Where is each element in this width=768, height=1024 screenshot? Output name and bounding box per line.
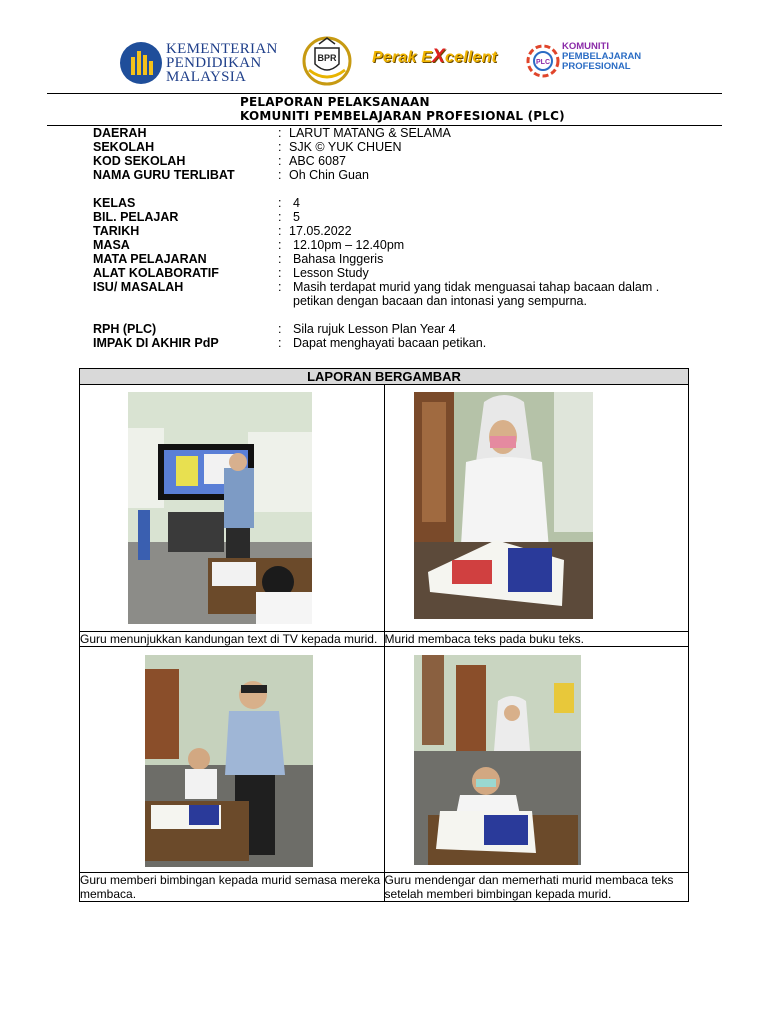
perak-part-1: Perak E xyxy=(372,49,433,66)
field-value-tarikh: 17.05.2022 xyxy=(289,224,352,238)
field-colon: : xyxy=(278,168,282,182)
field-value-sekolah: SJK © YUK CHUEN xyxy=(289,140,402,154)
picture-report-table xyxy=(79,368,689,902)
field-value-isu-masalah-line-2: petikan dengan bacaan dan intonasi yang sempurna. xyxy=(293,294,587,308)
photo-teacher-listening xyxy=(414,655,581,865)
field-label-nama-guru: NAMA GURU TERLIBAT xyxy=(93,168,235,182)
plc-line-1: KOMUNITI xyxy=(562,41,609,52)
photo-student-reading xyxy=(414,392,593,619)
kpm-wordmark xyxy=(166,42,278,84)
crest-letters: BPR xyxy=(317,53,337,63)
field-colon: : xyxy=(278,252,282,266)
plc-wordmark xyxy=(562,42,641,72)
plc-badge-text: PLC xyxy=(536,59,550,66)
field-value-daerah: LARUT MATANG & SELAMA xyxy=(289,126,451,140)
field-value-bil-pelajar: 5 xyxy=(293,210,300,224)
school-crest-logo xyxy=(301,34,353,86)
field-label-bil-pelajar: BIL. PELAJAR xyxy=(93,210,179,224)
field-value-masa: 12.10pm – 12.40pm xyxy=(293,238,405,252)
report-title-line-2: KOMUNITI PEMBELAJARAN PROFESIONAL (PLC) xyxy=(240,109,565,123)
field-colon: : xyxy=(278,280,282,294)
perak-x: X xyxy=(432,46,445,67)
field-label-masa: MASA xyxy=(93,238,130,252)
field-colon: : xyxy=(278,126,282,140)
field-colon: : xyxy=(278,266,282,280)
perak-excellent-wordmark xyxy=(372,46,500,68)
field-label-mata-pelajaran: MATA PELAJARAN xyxy=(93,252,207,266)
plc-logo xyxy=(524,40,642,86)
photo-cell-4 xyxy=(384,647,688,873)
perak-excellent-logo xyxy=(372,46,500,72)
photo-caption-2: Murid membaca teks pada buku teks. xyxy=(384,632,688,647)
field-label-tarikh: TARIKH xyxy=(93,224,140,238)
field-value-isu-masalah-line-1: Masih terdapat murid yang tidak menguasai tahap bacaan dalam . xyxy=(293,280,660,294)
kpm-line-3: MALAYSIA xyxy=(166,69,247,85)
field-label-kelas: KELAS xyxy=(93,196,136,210)
kpm-line-2: PENDIDIKAN xyxy=(166,55,262,71)
field-value-kod-sekolah: ABC 6087 xyxy=(289,154,346,168)
plc-line-2: PEMBELAJARAN xyxy=(562,51,642,62)
field-colon: : xyxy=(278,154,282,168)
header-rule-top xyxy=(47,93,722,94)
field-value-rph: Sila rujuk Lesson Plan Year 4 xyxy=(293,322,456,336)
photo-caption-4: Guru mendengar dan memerhati murid membaca teks setelah memberi bimbingan kepada murid. xyxy=(384,873,688,902)
perak-part-2: cellent xyxy=(445,49,498,66)
plc-emblem-icon xyxy=(524,42,562,80)
photo-cell-1 xyxy=(80,385,385,632)
field-value-impak: Dapat menghayati bacaan petikan. xyxy=(293,336,487,350)
field-colon: : xyxy=(278,238,282,252)
field-label-isu-masalah: ISU/ MASALAH xyxy=(93,280,184,294)
kpm-emblem-icon xyxy=(120,42,162,84)
kpm-logo xyxy=(120,40,280,86)
field-label-daerah: DAERAH xyxy=(93,126,147,140)
photo-caption-1: Guru menunjukkan kandungan text di TV kepada murid. xyxy=(80,632,385,647)
field-value-nama-guru: Oh Chin Guan xyxy=(289,168,369,182)
field-label-alat-kolaboratif: ALAT KOLABORATIF xyxy=(93,266,219,280)
photo-cell-2 xyxy=(384,385,688,632)
report-heading: LAPORAN BERGAMBAR xyxy=(80,369,689,385)
photo-caption-3: Guru memberi bimbingan kepada murid semasa mereka membaca. xyxy=(80,873,385,902)
field-colon: : xyxy=(278,210,282,224)
photo-cell-3 xyxy=(80,647,385,873)
photo-teacher-tv xyxy=(128,392,312,624)
field-label-impak: IMPAK DI AKHIR PdP xyxy=(93,336,219,350)
plc-line-3: PROFESIONAL xyxy=(562,61,631,72)
field-label-kod-sekolah: KOD SEKOLAH xyxy=(93,154,186,168)
field-label-rph: RPH (PLC) xyxy=(93,322,157,336)
field-colon: : xyxy=(278,224,282,238)
field-label-sekolah: SEKOLAH xyxy=(93,140,155,154)
field-colon: : xyxy=(278,336,282,350)
field-value-alat-kolaboratif: Lesson Study xyxy=(293,266,369,280)
field-colon: : xyxy=(278,322,282,336)
photo-teacher-guiding xyxy=(145,655,313,867)
field-colon: : xyxy=(278,196,282,210)
report-title-line-1: PELAPORAN PELAKSANAAN xyxy=(240,95,430,109)
field-value-kelas: 4 xyxy=(293,196,300,210)
kpm-line-1: KEMENTERIAN xyxy=(166,41,278,57)
field-value-mata-pelajaran: Bahasa Inggeris xyxy=(293,252,384,266)
field-colon: : xyxy=(278,140,282,154)
